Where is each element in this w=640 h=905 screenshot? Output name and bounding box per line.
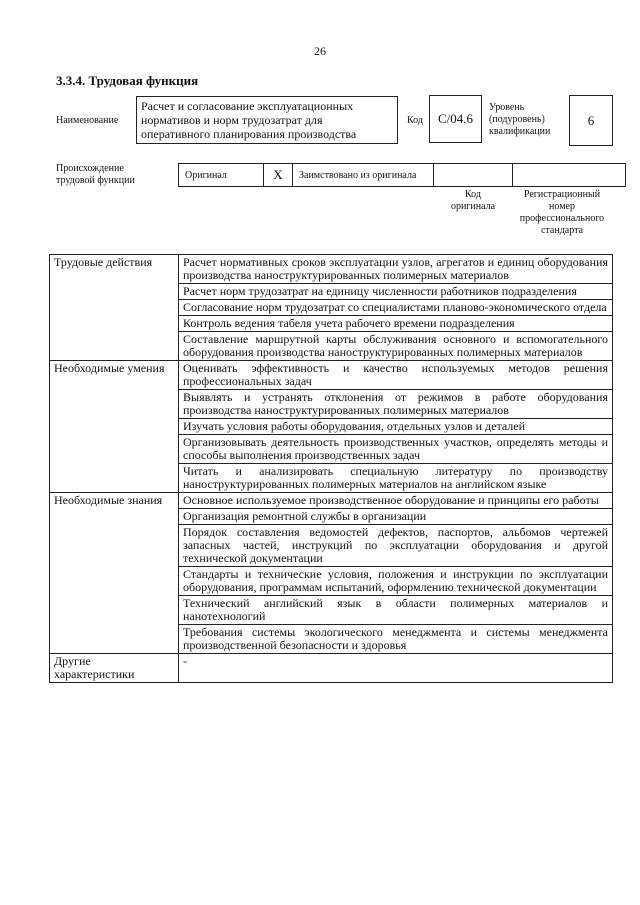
- origin-borrowed-label: Заимствовано из оригинала: [299, 169, 417, 181]
- section-item: Оценивать эффективность и качество используемых методов решения профессиональных задач: [179, 361, 613, 390]
- code-original-caption: Код оригинала: [450, 189, 496, 212]
- section-item: Организация ремонтной службы в организации: [179, 509, 613, 525]
- origin-table: [178, 163, 626, 187]
- section-item: Расчет норм трудозатрат на единицу численности работников подразделения: [179, 284, 613, 300]
- section-item: Изучать условия работы оборудования, отдельных узлов и деталей: [179, 419, 613, 435]
- level-label: Уровень (подуровень) квалификации: [489, 102, 551, 137]
- section-category: Трудовые действия: [50, 255, 179, 361]
- page-number: 26: [314, 44, 326, 58]
- section-category: Необходимые знания: [50, 493, 179, 654]
- section-title: 3.3.4. Трудовая функция: [56, 73, 199, 88]
- origin-label: Происхождение трудовой функции: [56, 163, 135, 186]
- section-category: Необходимые умения: [50, 361, 179, 493]
- table-row: [50, 493, 613, 509]
- section-item: Контроль ведения табеля учета рабочего времени подразделения: [179, 316, 613, 332]
- section-item: Основное используемое производственное оборудование и принципы его работы: [179, 493, 613, 509]
- origin-original-label: Оригинал: [185, 169, 227, 181]
- code-value: С/04.6: [437, 111, 474, 126]
- section-item: -: [179, 654, 613, 683]
- level-value: 6: [587, 112, 595, 128]
- reg-number-caption: Регистрационный номер профессионального стандарта: [519, 189, 605, 236]
- section-item: Организовывать деятельность производственных участков, определять методы и способы выполнения производственных задач: [179, 435, 613, 464]
- table-row: [50, 654, 613, 683]
- name-label: Наименование: [56, 115, 119, 126]
- origin-mark: X: [273, 167, 283, 182]
- origin-mark-cell: [264, 164, 293, 187]
- origin-original-cell: [179, 164, 264, 187]
- table-row: [50, 361, 613, 390]
- section-item: Согласование норм трудозатрат со специалистами планово-экономического отдела: [179, 300, 613, 316]
- code-label: Код: [407, 115, 423, 126]
- section-item: Требования системы экологического менеджмента и системы менеджмента производственной безопасности и здоровья: [179, 625, 613, 654]
- section-item: Выявлять и устранять отклонения от режимов в работе оборудования производства наноструктурированных полимерных материалов: [179, 390, 613, 419]
- code-box: [429, 95, 482, 143]
- function-name-box: [136, 96, 398, 144]
- section-item: Составление маршрутной карты обслуживания основного и вспомогательного оборудования производства наноструктурированных полимерных материалов: [179, 332, 613, 361]
- section-item: Расчет нормативных сроков эксплуатации узлов, агрегатов и единиц оборудования производства наноструктурированных полимерных материалов: [179, 255, 613, 284]
- section-category: Другие характеристики: [50, 654, 179, 683]
- table-row: [50, 255, 613, 284]
- section-item: Читать и анализировать специальную литературу по производству наноструктурированных полимерных материалов на английском языке: [179, 464, 613, 493]
- origin-borrowed-cell: [293, 164, 434, 187]
- section-item: Технический английский язык в области полимерных материалов и нанотехнологий: [179, 596, 613, 625]
- function-name-value: Расчет и согласование эксплуатационных нормативов и норм трудозатрат для оперативного планирования производства: [141, 99, 357, 141]
- section-item: Стандарты и технические условия, положения и инструкции по эксплуатации оборудования, программам испытаний, оформлению технической документации: [179, 567, 613, 596]
- labor-function-table: [49, 254, 613, 683]
- level-box: [569, 95, 613, 146]
- section-item: Порядок составления ведомостей дефектов, паспортов, альбомов чертежей запасных частей, инструкций по эксплуатации оборудования и другой технической документации: [179, 525, 613, 567]
- reg-number-cell: [513, 164, 626, 187]
- code-original-cell: [434, 164, 513, 187]
